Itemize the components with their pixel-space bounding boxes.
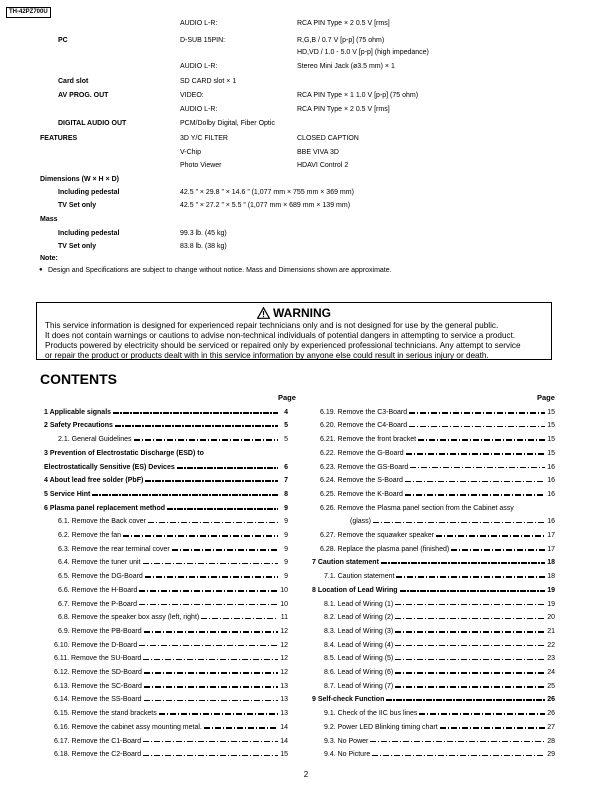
toc-entry[interactable] — [324, 653, 555, 667]
toc-entry[interactable] — [58, 612, 288, 626]
toc-entry-page: 15 — [547, 422, 555, 430]
toc-entry-label: 9.1. Check of the IIC bus lines — [324, 710, 418, 718]
toc-leader-line — [410, 467, 545, 469]
spec-label: FEATURES — [40, 135, 78, 142]
toc-leader-line — [145, 480, 278, 482]
toc-entry[interactable] — [54, 749, 288, 763]
toc-entry-label: 8.2. Lead of Wiring (2) — [324, 614, 394, 622]
toc-entry-page: 10 — [280, 600, 288, 608]
toc-leader-line — [440, 727, 545, 729]
toc-entry-page: 29 — [547, 751, 555, 759]
spec-row — [40, 104, 560, 116]
toc-leader-line — [144, 700, 278, 702]
toc-leader-line — [395, 618, 545, 620]
toc-entry-page: 9 — [284, 545, 288, 553]
spec-row — [40, 200, 560, 212]
toc-leader-line — [144, 631, 278, 633]
spec-row — [40, 47, 560, 59]
warning-triangle-icon — [257, 307, 270, 319]
toc-leader-line — [419, 713, 545, 715]
toc-entry[interactable] — [320, 488, 555, 502]
spec-value: VIDEO: — [180, 92, 204, 99]
spec-row — [40, 228, 560, 240]
toc-entry-label: 6.13. Remove the SC-Board — [54, 682, 142, 690]
toc-entry[interactable] — [58, 516, 288, 530]
toc-entry[interactable] — [324, 612, 555, 626]
toc-entry-label: 6.7. Remove the P-Board — [58, 600, 137, 608]
spec-value: SD CARD slot × 1 — [180, 78, 237, 85]
warning-heading — [37, 306, 551, 320]
toc-entry-label: 8.1. Lead of Wiring (1) — [324, 600, 394, 608]
toc-entry[interactable] — [312, 557, 555, 571]
spec-detail: RCA PIN Type × 2 0.5 V [rms] — [297, 106, 390, 113]
toc-leader-line — [143, 563, 279, 565]
spec-detail: RCA PIN Type × 2 0.5 V [rms] — [297, 20, 390, 27]
toc-leader-line — [172, 549, 278, 551]
toc-leader-line — [145, 576, 278, 578]
spec-value: 3D Y/C FILTER — [180, 135, 228, 142]
spec-detail: R,G,B / 0.7 V [p-p] (75 ohm) — [297, 37, 385, 44]
toc-entry[interactable] — [44, 488, 288, 502]
toc-entry-label: 6.20. Remove the C4-Board — [320, 422, 408, 430]
toc-entry-page: 15 — [547, 408, 555, 416]
toc-entry[interactable] — [54, 666, 288, 680]
toc-entry[interactable] — [324, 598, 555, 612]
toc-entry-page: 18 — [547, 559, 555, 567]
toc-entry-label: Electrostatically Sensitive (ES) Devices — [44, 463, 175, 471]
toc-entry-label: 2.1. General Guidelines — [58, 436, 132, 444]
toc-entry[interactable] — [324, 570, 555, 584]
toc-entry-label: 2 Safety Precautions — [44, 422, 113, 430]
toc-entry-label: 4 About lead free solder (PbF) — [44, 477, 144, 485]
toc-entry[interactable] — [320, 502, 555, 516]
spec-row — [40, 118, 560, 130]
toc-entry-label: 1 Applicable signals — [44, 408, 112, 416]
toc-leader-line — [406, 453, 545, 455]
toc-entry-page: 26 — [547, 696, 555, 704]
toc-leader-line — [372, 755, 545, 757]
toc-entry[interactable] — [320, 406, 555, 420]
toc-leader-line — [395, 672, 545, 674]
toc-entry-page: 17 — [547, 545, 555, 553]
warning-line: or repair the product or products dealt with in this service information by anyone else could result in serious injury or death. — [45, 351, 489, 360]
toc-leader-line — [134, 439, 278, 441]
toc-entry[interactable] — [58, 529, 288, 543]
toc-entry[interactable] — [350, 516, 555, 530]
toc-entry-label: 6.5. Remove the DG-Board — [58, 573, 143, 581]
toc-entry-label: 9.4. No Picture — [324, 751, 371, 759]
toc-entry-page: 10 — [280, 586, 288, 594]
toc-entry[interactable] — [58, 625, 288, 639]
toc-leader-line — [396, 576, 545, 578]
toc-entry-label: 3 Prevention of Electrostatic Discharge (ESD) to — [44, 449, 204, 457]
spec-label: TV Set only — [58, 243, 97, 250]
note-title: Note: — [40, 255, 58, 262]
toc-entry-page: 9 — [284, 504, 288, 512]
toc-entry-label: 6.27. Remove the squawker speaker — [320, 532, 435, 540]
toc-entry-label: 6.3. Remove the rear terminal cover — [58, 545, 170, 553]
spec-value: AUDIO L-R: — [180, 106, 218, 113]
toc-entry[interactable] — [320, 475, 555, 489]
toc-entry[interactable] — [324, 625, 555, 639]
toc-entry-label: 6.12. Remove the SD-Board — [54, 669, 142, 677]
spec-label: TV Set only — [58, 202, 97, 209]
toc-entry-page: 4 — [284, 408, 288, 416]
contents-title: CONTENTS — [40, 371, 117, 387]
toc-entry-page: 5 — [284, 436, 288, 444]
toc-entry-page: 13 — [280, 696, 288, 704]
toc-entry-page: 8 — [284, 490, 288, 498]
toc-entry-page: 13 — [280, 682, 288, 690]
toc-entry-page: 15 — [280, 751, 288, 759]
toc-leader-line — [92, 494, 278, 496]
warning-line: Products powered by electricity should be serviced or repaired only by experienced professional technicians. Any attempt to service — [45, 341, 521, 350]
spec-value: AUDIO L-R: — [180, 20, 218, 27]
toc-entry[interactable] — [54, 735, 288, 749]
toc-leader-line — [405, 494, 545, 496]
toc-entry[interactable] — [58, 543, 288, 557]
toc-entry-label: 6.2. Remove the fan — [58, 532, 122, 540]
spec-detail: BBE VIVA 3D — [297, 149, 339, 156]
spec-row — [40, 214, 560, 226]
spec-label: Card slot — [58, 78, 89, 85]
toc-entry-label: 9 Self-check Function — [312, 696, 385, 704]
toc-entry-page: 27 — [547, 723, 555, 731]
toc-entry[interactable] — [54, 653, 288, 667]
toc-entry-label: 6.23. Remove the GS-Board — [320, 463, 409, 471]
spec-detail: RCA PIN Type × 1 1.0 V [p-p] (75 ohm) — [297, 92, 419, 99]
toc-leader-line — [381, 562, 545, 564]
spec-value: D-SUB 15PIN: — [180, 37, 226, 44]
toc-entry-label: 6.9. Remove the PB-Board — [58, 627, 142, 635]
spec-label: Mass — [40, 216, 58, 223]
toc-entry-label: 9.3. No Power — [324, 737, 369, 745]
toc-entry-label: 6.4. Remove the tuner unit — [58, 559, 141, 567]
toc-leader-line — [370, 741, 545, 743]
toc-leader-line — [167, 508, 278, 510]
toc-entry-label: 6.19. Remove the C3-Board — [320, 408, 408, 416]
toc-leader-line — [139, 604, 278, 606]
toc-entry-page: 5 — [284, 422, 288, 430]
toc-entry[interactable] — [324, 666, 555, 680]
spec-row — [40, 147, 560, 159]
toc-entry-page: 9 — [284, 573, 288, 581]
toc-entry[interactable] — [44, 461, 288, 475]
spec-label: AV PROG. OUT — [58, 92, 109, 99]
spec-detail: HD,VD / 1.0 - 5.0 V [p-p] (high impedance) — [297, 49, 429, 56]
spec-value: V-Chip — [180, 149, 202, 156]
toc-entry-page: 15 — [547, 449, 555, 457]
toc-entry[interactable] — [54, 721, 288, 735]
toc-leader-line — [144, 672, 278, 674]
toc-entry-label: 6.18. Remove the C2-Board — [54, 751, 142, 759]
toc-entry-label: 6.26. Remove the Plasma panel section from the Cabinet assy — [320, 504, 514, 512]
toc-entry-label: 6.24. Remove the S-Board — [320, 477, 403, 485]
toc-entry-page: 23 — [547, 655, 555, 663]
toc-leader-line — [418, 439, 545, 441]
toc-leader-line — [177, 467, 278, 469]
toc-entry-page: 13 — [280, 710, 288, 718]
toc-entry[interactable] — [320, 447, 555, 461]
spec-value: PCM/Dolby Digital, Fiber Optic — [180, 120, 275, 127]
toc-entry[interactable] — [324, 735, 555, 749]
toc-entry-page: 26 — [547, 710, 555, 718]
spec-label: Including pedestal — [58, 189, 120, 196]
toc-entry-label: 5 Service Hint — [44, 490, 91, 498]
toc-entry[interactable] — [324, 639, 555, 653]
toc-entry-page: 16 — [547, 477, 555, 485]
toc-entry[interactable] — [320, 529, 555, 543]
toc-entry-page: 16 — [547, 463, 555, 471]
toc-entry-page: 21 — [547, 627, 555, 635]
toc-entry-page: 22 — [547, 641, 555, 649]
toc-leader-line — [395, 645, 545, 647]
toc-entry-label: 8 Location of Lead Wiring — [312, 586, 398, 594]
toc-entry-page: 25 — [547, 682, 555, 690]
toc-entry-label: 6.10. Remove the D-Board — [54, 641, 138, 649]
toc-entry[interactable] — [320, 433, 555, 447]
spec-row — [40, 133, 560, 145]
toc-entry-label: 6.22. Remove the G-Board — [320, 449, 404, 457]
toc-entry[interactable] — [58, 598, 288, 612]
toc-entry-label: 8.6. Lead of Wiring (6) — [324, 669, 394, 677]
toc-entry[interactable] — [54, 707, 288, 721]
toc-entry-page: 18 — [547, 573, 555, 581]
toc-entry-page: 12 — [280, 627, 288, 635]
toc-entry[interactable] — [44, 420, 288, 434]
toc-entry-page: 19 — [547, 600, 555, 608]
spec-row — [40, 35, 560, 47]
toc-entry-label: 6.25. Remove the K-Board — [320, 490, 403, 498]
toc-entry-page: 7 — [284, 477, 288, 485]
toc-entry-label: 7.1. Caution statement — [324, 573, 395, 581]
toc-entry-label: 6.6. Remove the H-Board — [58, 586, 138, 594]
spec-value: 99.3 lb. (45 kg) — [180, 230, 227, 237]
toc-entry-label: 6.17. Remove the C1-Board — [54, 737, 142, 745]
toc-leader-line — [123, 535, 278, 537]
toc-entry-page: 11 — [280, 614, 288, 622]
toc-leader-line — [373, 522, 545, 524]
toc-entry-label: (glass) — [350, 518, 372, 526]
toc-leader-line — [409, 426, 545, 428]
toc-leader-line — [451, 549, 545, 551]
toc-entry-page: 17 — [547, 532, 555, 540]
toc-entry-label: 6.14. Remove the SS-Board — [54, 696, 142, 704]
page-number: 2 — [303, 770, 309, 779]
toc-entry[interactable] — [324, 749, 555, 763]
toc-entry-label: 6.28. Replace the plasma panel (finished) — [320, 545, 450, 553]
toc-entry-label: 8.4. Lead of Wiring (4) — [324, 641, 394, 649]
spec-value: 42.5 ” × 27.2 ” × 5.5 ” (1,077 mm × 689 mm × 139 mm) — [180, 202, 351, 209]
toc-entry[interactable] — [324, 680, 555, 694]
spec-detail: CLOSED CAPTION — [297, 135, 359, 142]
toc-entry-page: 9 — [284, 532, 288, 540]
toc-entry-page: 15 — [547, 436, 555, 444]
toc-entry[interactable] — [44, 406, 288, 420]
toc-entry[interactable] — [320, 543, 555, 557]
toc-entry[interactable] — [58, 557, 288, 571]
toc-leader-line — [405, 481, 545, 483]
spec-value: Photo Viewer — [180, 162, 222, 169]
toc-leader-line — [395, 659, 545, 661]
toc-leader-line — [143, 659, 278, 661]
spec-label: Dimensions (W × H × D) — [40, 176, 119, 183]
toc-entry-page: 14 — [280, 723, 288, 731]
toc-leader-line — [143, 755, 278, 757]
toc-entry[interactable] — [54, 694, 288, 708]
page-column-header-right: Page — [537, 393, 555, 402]
toc-entry-page: 12 — [280, 655, 288, 663]
toc-entry[interactable] — [324, 707, 555, 721]
toc-leader-line — [204, 727, 278, 729]
toc-entry[interactable] — [58, 433, 288, 447]
toc-leader-line — [139, 645, 278, 647]
spec-row — [40, 18, 560, 30]
toc-entry[interactable] — [54, 680, 288, 694]
toc-leader-line — [386, 699, 545, 701]
toc-entry-page: 16 — [547, 490, 555, 498]
warning-line: It does not contain warnings or cautions to advise non-technical individuals of potential dangers in attempting to service a product. — [45, 331, 516, 340]
toc-entry-page: 24 — [547, 669, 555, 677]
toc-leader-line — [400, 590, 546, 592]
toc-entry-page: 9 — [284, 559, 288, 567]
toc-leader-line — [395, 686, 545, 688]
model-number-tag: TH-42PZ700U — [6, 7, 51, 18]
toc-entry-label: 9.2. Power LED Blinking timing chart — [324, 723, 438, 731]
spec-row — [40, 76, 560, 88]
spec-row — [40, 61, 560, 73]
toc-entry[interactable] — [44, 447, 288, 461]
toc-entry-label: 8.3. Lead of Wiring (3) — [324, 627, 394, 635]
spec-label: PC — [58, 37, 68, 44]
toc-entry[interactable] — [44, 475, 288, 489]
toc-entry-label: 7 Caution statement — [312, 559, 379, 567]
toc-leader-line — [113, 412, 278, 414]
toc-leader-line — [395, 631, 545, 633]
toc-entry-label: 6.21. Remove the front bracket — [320, 436, 417, 444]
toc-leader-line — [148, 522, 278, 524]
toc-leader-line — [436, 535, 545, 537]
spec-row — [40, 241, 560, 253]
warning-title: WARNING — [273, 306, 331, 320]
spec-row — [40, 174, 560, 186]
toc-entry[interactable] — [312, 584, 555, 598]
spec-row — [40, 187, 560, 199]
spec-label: Including pedestal — [58, 230, 120, 237]
toc-entry[interactable] — [320, 420, 555, 434]
toc-entry-label: 6.8. Remove the speaker box assy (left, right) — [58, 614, 200, 622]
warning-line: This service information is designed for experienced repair technicians only and is not designed for use by the general public. — [45, 321, 499, 330]
toc-entry[interactable] — [58, 584, 288, 598]
toc-entry[interactable] — [58, 570, 288, 584]
spec-row — [40, 160, 560, 172]
toc-entry-label: 8.7. Lead of Wiring (7) — [324, 682, 394, 690]
toc-entry-page: 28 — [547, 737, 555, 745]
spec-value: AUDIO L-R: — [180, 63, 218, 70]
toc-leader-line — [409, 412, 545, 414]
toc-entry[interactable] — [320, 461, 555, 475]
page-column-header-left: Page — [278, 393, 296, 402]
toc-leader-line — [201, 618, 278, 620]
toc-entry-page: 14 — [280, 737, 288, 745]
spec-label: DIGITAL AUDIO OUT — [58, 120, 127, 127]
spec-value: 42.5 ” × 29.8 ” × 14.6 ” (1,077 mm × 755 mm × 369 mm) — [180, 189, 354, 196]
toc-entry-page: 9 — [284, 518, 288, 526]
toc-entry-page: 16 — [547, 518, 555, 526]
toc-entry[interactable] — [44, 502, 288, 516]
toc-entry-label: 6.16. Remove the cabinet assy mounting metal. — [54, 723, 202, 731]
note-text: ● Design and Specifications are subject to change without notice. Mass and Dimensions shown are approximate. — [48, 267, 392, 274]
toc-entry-label: 6.11. Remove the SU-Board — [54, 655, 142, 663]
toc-leader-line — [139, 590, 278, 592]
toc-entry[interactable] — [324, 721, 555, 735]
toc-leader-line — [143, 741, 278, 743]
toc-leader-line — [159, 713, 278, 715]
toc-entry[interactable] — [54, 639, 288, 653]
toc-entry-label: 6.1. Remove the Back cover — [58, 518, 146, 526]
spec-detail: Stereo Mini Jack (ø3.5 mm) × 1 — [297, 63, 395, 70]
toc-entry-page: 12 — [280, 641, 288, 649]
toc-entry-label: 6.15. Remove the stand brackets — [54, 710, 157, 718]
toc-entry-page: 6 — [284, 463, 288, 471]
toc-entry-page: 19 — [547, 586, 555, 594]
toc-entry-page: 12 — [280, 669, 288, 677]
toc-entry-page: 20 — [547, 614, 555, 622]
spec-value: 83.8 lb. (38 kg) — [180, 243, 227, 250]
spec-detail: HDAVI Control 2 — [297, 162, 349, 169]
toc-leader-line — [395, 604, 545, 606]
toc-leader-line — [144, 686, 278, 688]
warning-box — [36, 302, 552, 360]
toc-entry-label: 8.5. Lead of Wiring (5) — [324, 655, 394, 663]
spec-row — [40, 90, 560, 102]
toc-entry[interactable] — [312, 694, 555, 708]
toc-entry-label: 6 Plasma panel replacement method — [44, 504, 165, 512]
toc-leader-line — [115, 425, 278, 427]
